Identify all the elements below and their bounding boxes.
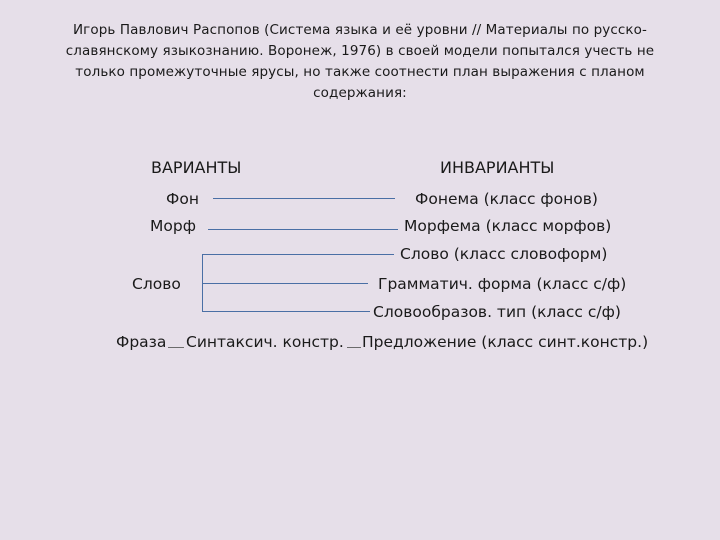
variant-slovo: Слово [132, 275, 181, 293]
connector-fon [213, 198, 395, 199]
invariant-slovo: Слово (класс словоформ) [400, 245, 608, 263]
connector-morf [208, 229, 398, 230]
invariant-slovoobraz: Словообразов. тип (класс с/ф) [373, 303, 621, 321]
header-invariants: ИНВАРИАНТЫ [440, 158, 555, 177]
connector-slovoobraz [202, 311, 370, 312]
invariant-morfema: Морфема (класс морфов) [404, 217, 612, 235]
invariant-fonema: Фонема (класс фонов) [415, 190, 598, 208]
invariant-predlozhenie: Предложение (класс синт.констр.) [362, 333, 649, 351]
header-variants: ВАРИАНТЫ [151, 158, 242, 177]
connector-gram-form [202, 283, 368, 284]
variant-fon: Фон [166, 190, 199, 208]
variant-morf: Морф [150, 217, 196, 235]
connector-slovo-inv [202, 254, 394, 255]
dash-synt [347, 347, 361, 348]
synt-constr: Синтаксич. констр. [186, 333, 344, 351]
dash-fraza [168, 347, 184, 348]
intro-paragraph: Игорь Павлович Распопов (Система языка и её уровни // Материалы по русско-славянскому языкознанию. Воронеж, 1976) в своей модели попытался учесть не только промежуточные ярусы, но также соотнести план выражения с планом содержания: [65, 22, 655, 101]
variant-fraza: Фраза [116, 333, 167, 351]
invariant-gram-form: Грамматич. форма (класс с/ф) [378, 275, 627, 293]
